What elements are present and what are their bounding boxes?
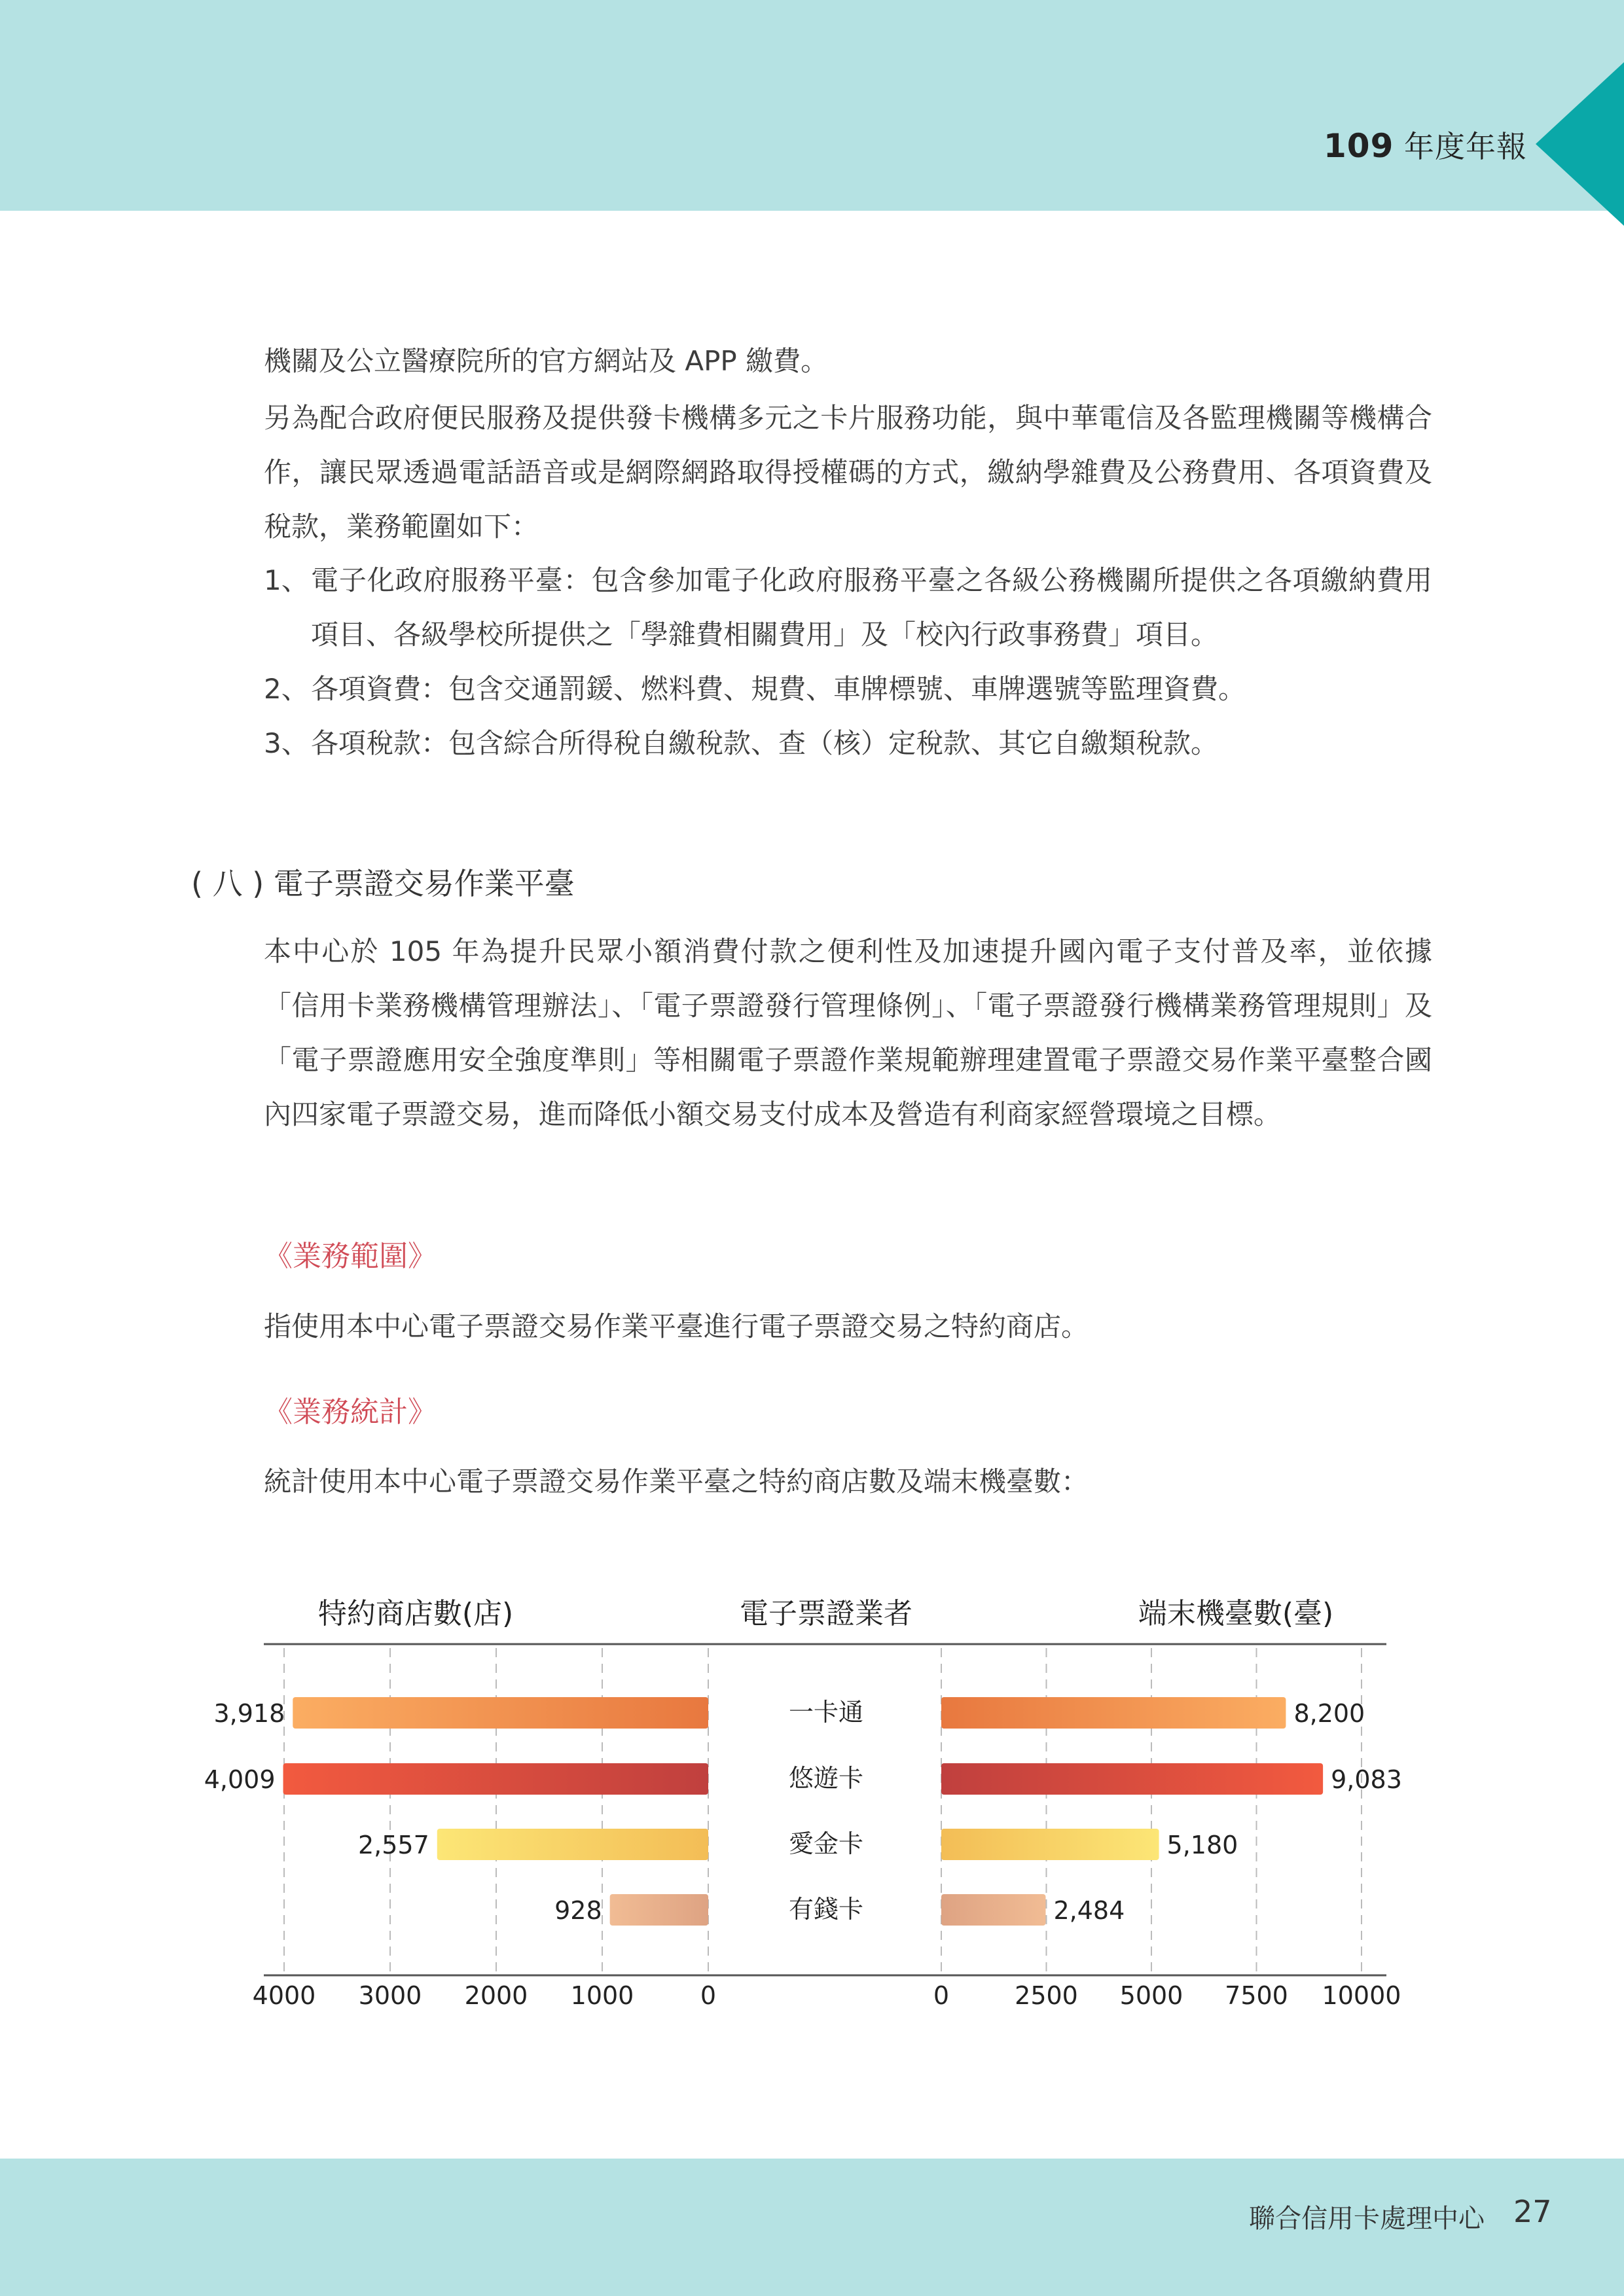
right-bar — [941, 1829, 1159, 1860]
right-axis-tick-label: 7500 — [1225, 1981, 1288, 2010]
right-value-label: 9,083 — [1331, 1765, 1402, 1794]
right-bar — [941, 1763, 1323, 1795]
right-axis-tick-label: 0 — [933, 1981, 950, 2010]
report-year: 109 — [1324, 127, 1394, 165]
left-value-label: 928 — [554, 1896, 602, 1925]
left-bar — [293, 1697, 708, 1729]
list-text: 各項稅款：包含綜合所得稅自繳稅款、查（核）定稅款、其它自繳類稅款。 — [311, 727, 1219, 759]
list-text: 各項資費：包含交通罰鍰、燃料費、規費、車牌標號、車牌選號等監理資費。 — [311, 673, 1246, 705]
list-number: 2、 — [264, 673, 309, 705]
service-list — [264, 553, 1432, 770]
paragraph-scope: 指使用本中心電子票證交易作業平臺進行電子票證交易之特約商店。 — [264, 1310, 1089, 1342]
left-bar — [437, 1829, 708, 1860]
right-bar — [941, 1697, 1286, 1729]
category-label: 悠遊卡 — [788, 1764, 864, 1793]
left-axis-tick-label: 3000 — [358, 1981, 422, 2010]
scope-heading: 《業務範圍》 — [264, 1240, 437, 1273]
right-value-label: 5,180 — [1166, 1831, 1238, 1859]
chart-right-header: 端末機臺數(臺) — [1138, 1597, 1334, 1630]
page-number: 27 — [1513, 2194, 1552, 2229]
category-label: 有錢卡 — [788, 1895, 864, 1924]
left-bar — [283, 1763, 708, 1795]
left-axis-tick-label: 0 — [700, 1981, 717, 2010]
chart-left-header: 特約商店數(店) — [317, 1597, 514, 1630]
left-value-label: 3,918 — [213, 1699, 285, 1728]
category-label: 一卡通 — [788, 1698, 864, 1727]
header-band — [0, 0, 1624, 211]
right-value-label: 8,200 — [1293, 1699, 1365, 1728]
paragraph-services: 另為配合政府便民服務及提供發卡機構多元之卡片服務功能，與中華電信及各監理機關等機構合作，讓民眾透過電話語音或是網際網路取得授權碼的方式，繳納學雜費及公務費用、各項資費及稅款，業務範圍如下： — [264, 402, 1432, 543]
right-bar — [941, 1894, 1045, 1926]
left-bar — [610, 1894, 708, 1926]
paragraph-platform: 本中心於 105 年為提升民眾小額消費付款之便利性及加速提升國內電子支付普及率，並依據「信用卡業務機構管理辦法」、「電子票證發行管理條例」、「電子票證發行機構業務管理規則」及「電子票證應用安全強度準則」等相關電子票證作業規範辦理建置電子票證交易作業平臺整合國內四家電子票證交易，進而降低小額交易支付成本及營造有利商家經營環境之目標。 — [264, 935, 1432, 1130]
footer-organization: 聯合信用卡處理中心 — [1249, 2204, 1485, 2234]
right-value-label: 2,484 — [1053, 1896, 1125, 1925]
right-axis-tick-label: 5000 — [1119, 1981, 1183, 2010]
category-label: 愛金卡 — [788, 1829, 864, 1858]
stats-heading: 《業務統計》 — [264, 1395, 437, 1429]
right-axis-tick-label: 10000 — [1322, 1981, 1401, 2010]
butterfly-bar-chart — [0, 1571, 1624, 2029]
header-triangle-decoration — [1536, 62, 1624, 226]
left-axis-tick-label: 1000 — [570, 1981, 634, 2010]
list-number: 1、 — [264, 564, 309, 596]
list-text: 電子化政府服務平臺：包含參加電子化政府服務平臺之各級公務機關所提供之各項繳納費用項目、各級學校所提供之「學雜費相關費用」及「校內行政事務費」項目。 — [311, 564, 1432, 651]
report-title-text: 年度年報 — [1404, 129, 1527, 164]
list-item — [264, 716, 1432, 770]
section-title: ( 八 ) 電子票證交易作業平臺 — [191, 866, 575, 901]
left-axis-tick-label: 4000 — [252, 1981, 316, 2010]
left-axis-tick-label: 2000 — [464, 1981, 528, 2010]
paragraph-intro: 機關及公立醫療院所的官方網站及 APP 繳費。 — [264, 345, 829, 377]
right-axis-tick-label: 2500 — [1015, 1981, 1078, 2010]
list-item — [264, 553, 1432, 662]
left-value-label: 2,557 — [357, 1831, 429, 1859]
left-value-label: 4,009 — [204, 1765, 276, 1794]
list-item — [264, 662, 1432, 716]
chart-center-header: 電子票證業者 — [740, 1597, 912, 1630]
paragraph-stats: 統計使用本中心電子票證交易作業平臺之特約商店數及端末機臺數： — [264, 1465, 1089, 1498]
report-title — [1324, 123, 1527, 166]
list-number: 3、 — [264, 727, 309, 759]
